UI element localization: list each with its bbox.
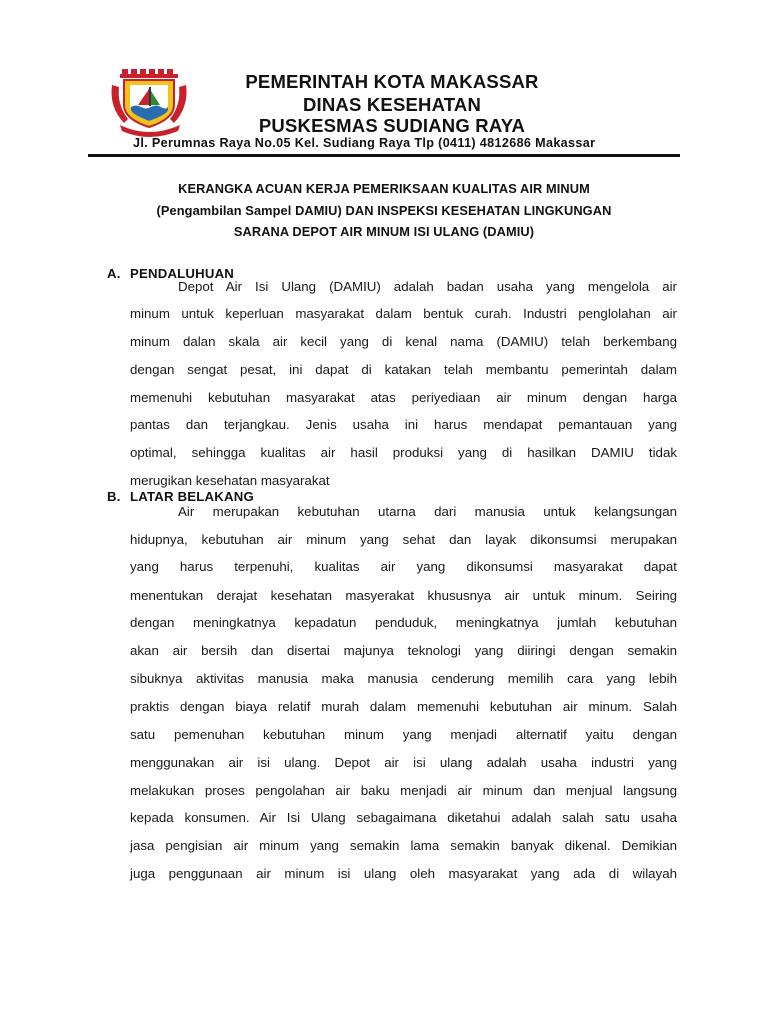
paragraph-line: optimal, sehingga kualitas air hasil produksi yang di hasilkan DAMIU tidak [130,445,677,460]
document-title-line: KERANGKA ACUAN KERJA PEMERIKSAAN KUALITAS AIR MINUM [178,181,590,196]
paragraph-line: memenuhi kebutuhan masyarakat atas periyediaan air minum dengan harga [130,390,677,405]
letterhead-department: DINAS KESEHATAN [302,94,482,115]
section-letter: A. [107,266,121,281]
paragraph-line: merugikan kesehatan masyarakat [130,473,330,488]
paragraph-line: kepada konsumen. Air Isi Ulang sebagaimana diketahui adalah salah satu usaha [130,810,677,825]
paragraph-line: Air merupakan kebutuhan utarna dari manusia untuk kelangsungan [178,504,677,519]
paragraph-line: satu pemenuhan kebutuhan minum yang menjadi alternatif yaitu dengan [130,727,677,742]
document-title-line: (Pengambilan Sampel DAMIU) DAN INSPEKSI KESEHATAN LINGKUNGAN [156,203,612,218]
paragraph-line: jasa pengisian air minum yang semakin lama semakin banyak dikenal. Demikian [130,838,677,853]
paragraph-line: pantas dan terjangkau. Jenis usaha ini harus mendapat pemantauan yang [130,417,677,432]
paragraph-line: hidupnya, kebutuhan air minum yang sehat dan layak dikonsumsi merupakan [130,532,677,547]
section-title: PENDALUHUAN [130,266,235,281]
paragraph-line: praktis dengan biaya relatif murah dalam memenuhi kebutuhan air minum. Salah [130,699,677,714]
letterhead-address: Jl. Perumnas Raya No.05 Kel. Sudiang Raya Tlp (0411) 4812686 Makassar [133,136,596,150]
paragraph-line: menggunakan air isi ulang. Depot air isi ulang adalah usaha industri yang [130,755,677,770]
paragraph-line: sibuknya aktivitas manusia maka manusia cenderung memilih cara yang lebih [130,671,677,686]
paragraph-line: akan air bersih dan disertai majunya teknologi yang diiringi dengan semakin [130,643,677,658]
letterhead-government: PEMERINTAH KOTA MAKASSAR [245,71,539,92]
document-title-line: SARANA DEPOT AIR MINUM ISI ULANG (DAMIU) [233,224,535,239]
paragraph-line: dengan sengat pesat, ini dapat di katakan telah membantu pemerintah dalam [130,362,677,377]
letterhead-health-center: PUSKESMAS SUDIANG RAYA [258,115,526,136]
paragraph-line: juga penggunaan air minum isi ulang oleh masyarakat yang ada di wilayah [130,866,677,881]
paragraph-line: minum untuk keperluan masyarakat dalam bentuk curah. Industri penglolahan air [130,306,677,321]
paragraph-line: minum dalan skala air kecil yang di kenal nama (DAMIU) telah berkembang [130,334,677,349]
section-heading [107,489,254,504]
paragraph-line: Depot Air Isi Ulang (DAMIU) adalah badan usaha yang mengelola air [178,279,677,294]
paragraph-line: melakukan proses pengolahan air baku menjadi air minum dan menjual langsung [130,783,677,798]
letterhead-divider [88,154,680,157]
section-letter: B. [107,489,121,504]
section-title: LATAR BELAKANG [130,489,254,504]
paragraph-line: yang harus terpenuhi, kualitas air yang dikonsumsi masyarakat dapat [130,559,677,574]
paragraph-line: dengan meningkatnya kepadatun penduduk, meningkatnya jumlah kebutuhan [130,615,677,630]
makassar-city-emblem-icon [108,67,192,137]
paragraph-line: menentukan derajat kesehatan masyerakat khususnya air untuk minum. Seiring [130,588,677,603]
